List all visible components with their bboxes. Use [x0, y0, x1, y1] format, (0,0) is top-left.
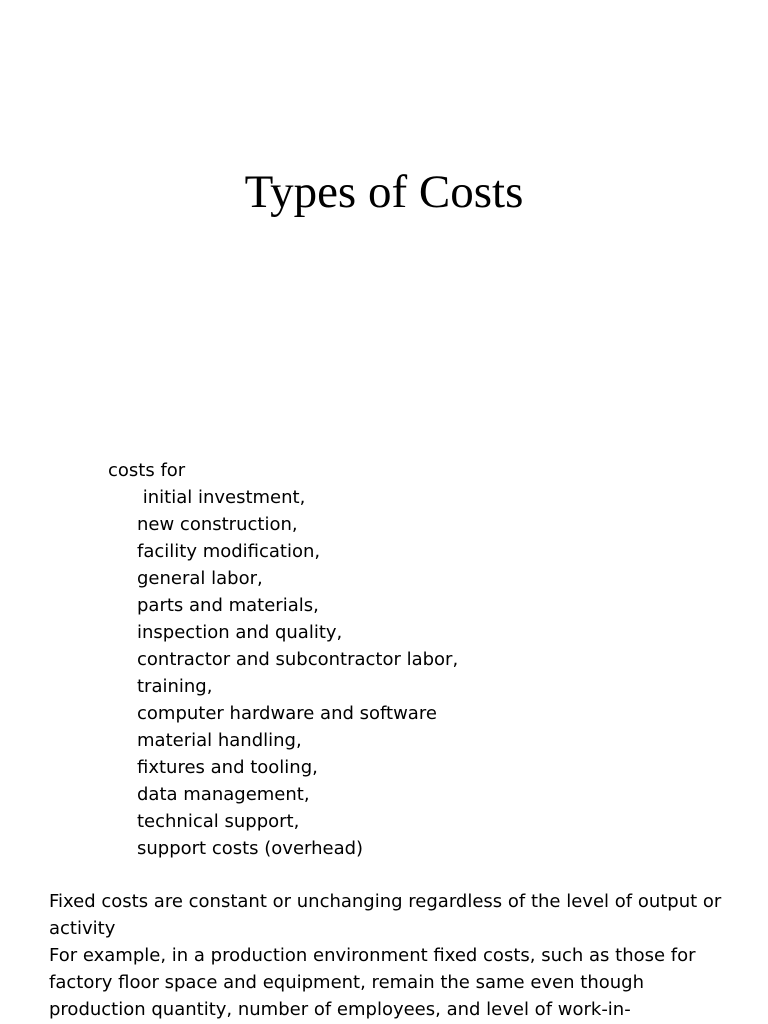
cost-items: [108, 484, 458, 862]
list-item: inspection and quality,: [137, 622, 343, 643]
list-item: facility modification,: [137, 541, 321, 562]
cost-list-intro: costs for: [108, 460, 186, 481]
fixed-costs-example: For example, in a production environment fixed costs, such as those for factory floor space and equipment, remain the same even though production quantity, number of employees, and level of work-in-: [49, 945, 696, 1020]
list-item: general labor,: [137, 568, 263, 589]
list-item: support costs (overhead): [137, 838, 364, 859]
list-item: computer hardware and software: [137, 703, 437, 724]
list-item: initial investment,: [137, 487, 306, 508]
list-item: new construction,: [137, 514, 298, 535]
list-item: training,: [137, 676, 213, 697]
list-item: parts and materials,: [137, 595, 319, 616]
list-item: contractor and subcontractor labor,: [137, 649, 459, 670]
list-item: fixtures and tooling,: [137, 757, 318, 778]
page-title: Types of Costs: [244, 166, 524, 218]
fixed-costs-definition: Fixed costs are constant or unchanging regardless of the level of output or activity: [49, 891, 722, 939]
list-item: material handling,: [137, 730, 302, 751]
body-text: [49, 888, 729, 1023]
list-item: technical support,: [137, 811, 300, 832]
list-item: data management,: [137, 784, 310, 805]
cost-list: [108, 457, 458, 862]
